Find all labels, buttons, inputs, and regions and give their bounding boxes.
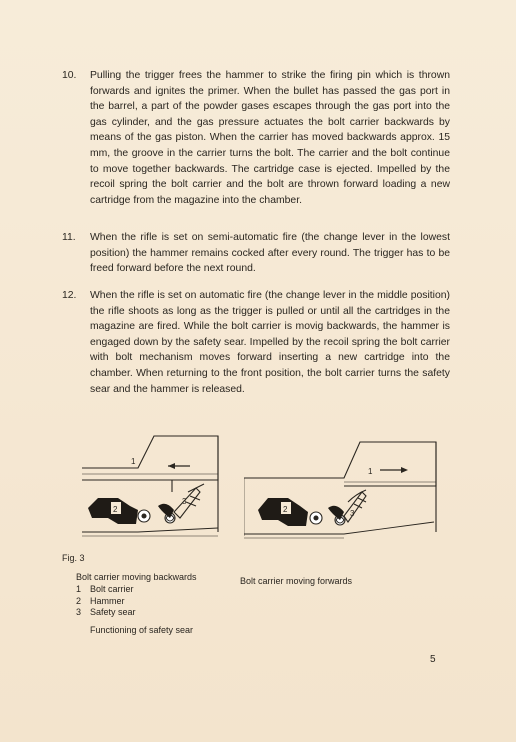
figure-subtitle: Functioning of safety sear (90, 625, 194, 635)
callout-3: 3 (350, 509, 355, 518)
paragraph-number: 11. (62, 232, 76, 243)
figure-legend (76, 584, 136, 619)
caption-right: Bolt carrier moving forwards (240, 576, 353, 586)
callout-2: 2 (283, 505, 288, 514)
numbered-paragraph (62, 288, 450, 397)
callout-3: 3 (182, 497, 187, 506)
callout-1: 1 (131, 457, 136, 466)
paragraph-text: When the rifle is set on automatic fire (the change lever in the middle position) the rifle shoots as long as the trigger is pulled or until all the cartridges in the magazine are fired. While the bolt carrier is movig backwards, the hammer is engaged down by the safety sear. Impelled by the recoil spring the bolt carrier with bolt mechanism moves forward inserting a new cartridge into the chamber. When returning to the front position, the bolt carrier turns the safety sear and the hammer is released. (90, 290, 450, 395)
page-number: 5 (430, 654, 436, 665)
diagram-bolt-carrier-backwards (78, 432, 224, 544)
diagram-bolt-carrier-forwards (244, 436, 440, 544)
callout-1: 1 (368, 467, 373, 476)
legend-item: 2 Hammer (76, 595, 125, 606)
figure-label: Fig. 3 (62, 553, 85, 563)
paragraph-text: When the rifle is set on semi-automatic fire (the change lever in the lowest position) the hammer remains cocked after every round. The trigger has to be freed forward before the next round. (90, 232, 450, 275)
caption-left: Bolt carrier moving backwards (76, 572, 197, 582)
paragraph-number: 10. (62, 70, 77, 81)
legend-item: 1 Bolt carrier (76, 584, 134, 594)
callout-2: 2 (113, 505, 118, 514)
numbered-paragraph (62, 230, 450, 277)
legend-item: 3 Safety sear (76, 607, 136, 617)
numbered-paragraph (62, 68, 450, 208)
paragraph-number: 12. (62, 290, 77, 301)
paragraph-text: Pulling the trigger frees the hammer to strike the firing pin which is thrown forwards and ignites the primer. When the bullet has passed the gas port in the barrel, a part of the powder gases escapes through the gas port into the gas cylinder, and the gas pressure actuates the bolt carrier backwards by means of the gas piston. When the carrier has moved backwards approx. 15 mm, the groove in the carrier turns the bolt. The carrier and the bolt continue to move together backwards. The cartridge case is ejected. Impelled by the recoil spring the bolt carrier and the bolt are thrown forward loading a new cartridge from the magazine into the chamber. (90, 70, 450, 206)
